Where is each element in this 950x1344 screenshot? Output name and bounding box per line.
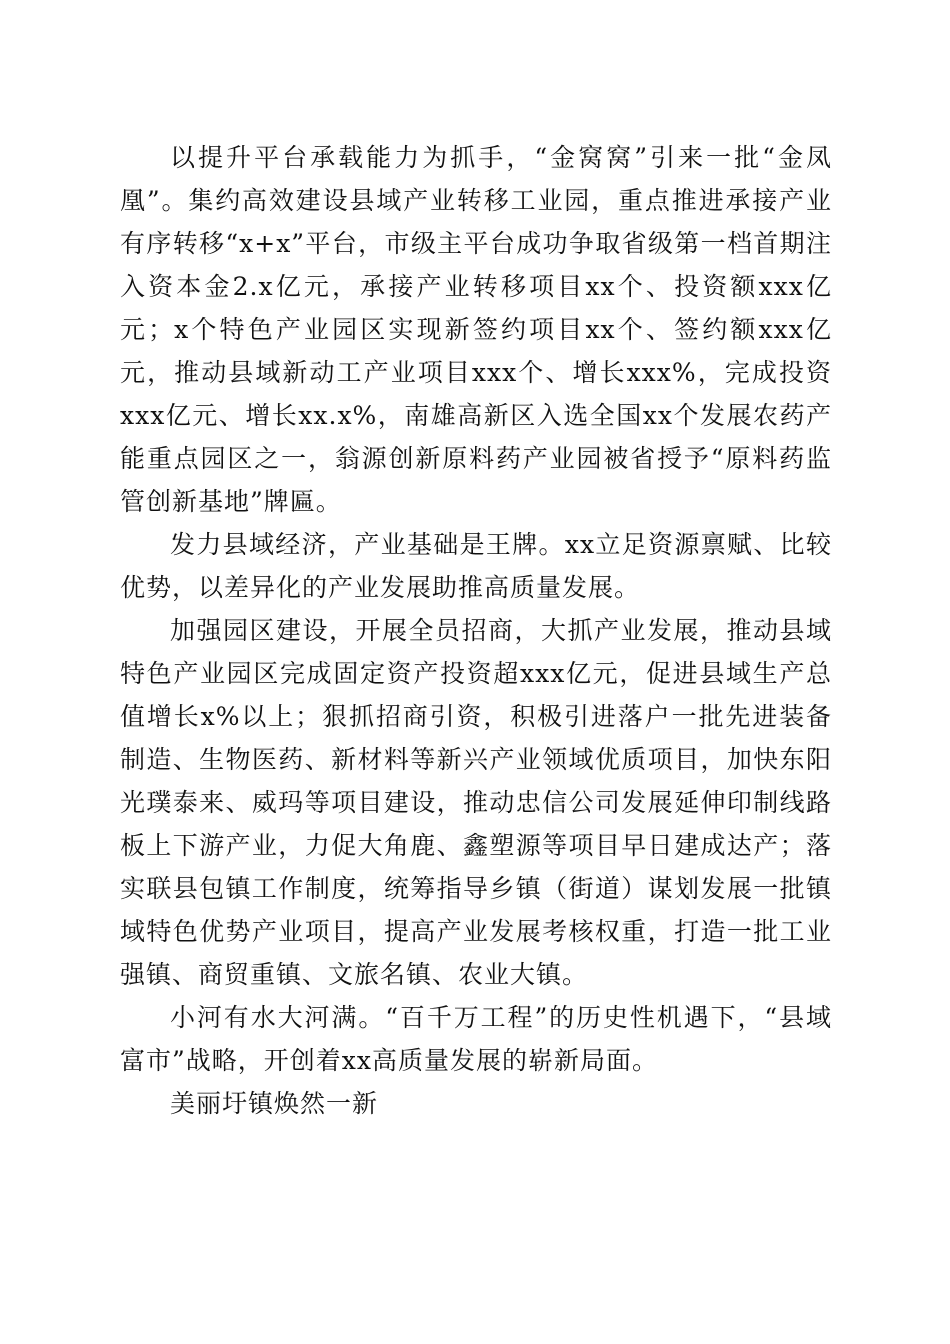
paragraph-county-economy: 发力县域经济，产业基础是王牌。xx立足资源禀赋、比较优势，以差异化的产业发展助推高质量发展。 [120,530,832,602]
paragraph-rivers-strategy: 小河有水大河满。“百千万工程”的历史性机遇下，“县域富市”战略，开创着xx高质量发展的崭新局面。 [120,1003,832,1075]
paragraph-platform-capacity: 以提升平台承载能力为抓手，“金窝窝”引来一批“金凤凰”。集约高效建设县域产业转移工业园，重点推进承接产业有序转移“x+x”平台，市级主平台成功争取省级第一档首期注入资本金2.x亿元，承接产业转移项目xx个、投资额xxx亿元；x个特色产业园区实现新签约项目xx个、签约额xxx亿元，推动县域新动工产业项目xxx个、增长xxx%，完成投资xxx亿元、增长xx.x%，南雄高新区入选全国xx个发展农药产能重点园区之一，翁源创新原料药产业园被省授予“原料药监管创新基地”牌匾。 [120,143,832,516]
document-body [120,136,832,1125]
paragraph-park-construction: 加强园区建设，开展全员招商，大抓产业发展，推动县域特色产业园区完成固定资产投资超xxx亿元，促进县域生产总值增长x%以上；狠抓招商引资，积极引进落户一批先进装备制造、生物医药、新材料等新兴产业领域优质项目，加快东阳光璞泰来、威玛等项目建设，推动忠信公司发展延伸印制线路板上下游产业，力促大角鹿、鑫塑源等项目早日建成达产；落实联县包镇工作制度，统筹指导乡镇（街道）谋划发展一批镇域特色优势产业项目，提高产业发展考核权重，打造一批工业强镇、商贸重镇、文旅名镇、农业大镇。 [120,616,832,989]
paragraph-town-heading: 美丽圩镇焕然一新 [170,1089,379,1118]
